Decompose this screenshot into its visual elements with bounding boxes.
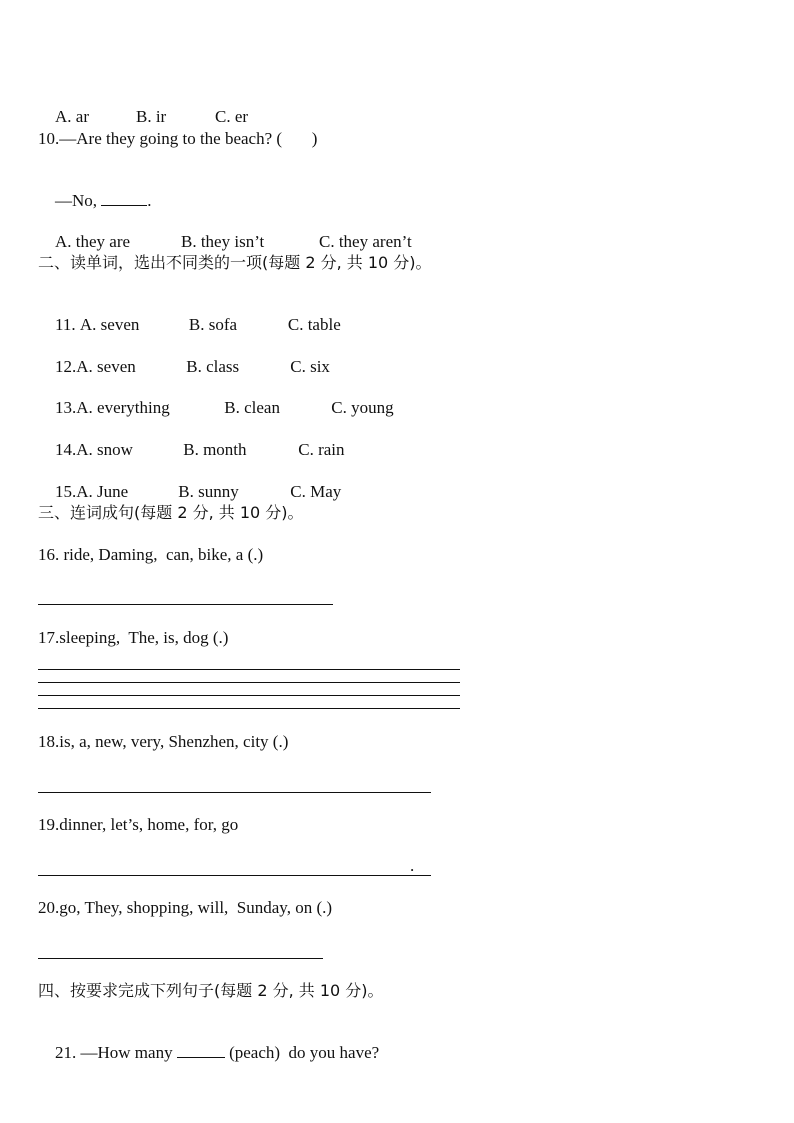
q17-answer-line-1[interactable]	[38, 669, 460, 670]
q15-option-a: A. June	[76, 482, 129, 501]
q20-answer-line[interactable]	[38, 958, 323, 959]
q20-prompt: 20.go, They, shopping, will, Sunday, on (.)	[38, 898, 333, 917]
q10-option-c: C. they aren’t	[319, 232, 412, 251]
q19-prompt: 19.dinner, let’s, home, for, go	[38, 815, 239, 834]
q15-option-b: B. sunny	[178, 482, 239, 501]
q15-number: 15.	[55, 482, 77, 501]
q15-option-c: C. May	[290, 482, 342, 501]
q17-answer-line-4[interactable]	[38, 708, 460, 709]
q13-option-a: A. everything	[76, 398, 170, 417]
q9-option-c: C. er	[215, 107, 249, 126]
q11-option-a: A. seven	[79, 315, 140, 334]
q10-answer-suffix: .	[147, 191, 152, 210]
q10-answer-blank[interactable]	[101, 191, 147, 206]
q11-number: 11.	[55, 315, 80, 334]
q14-option-c: C. rain	[298, 440, 345, 459]
q19-end-period: .	[410, 856, 415, 875]
q17-answer-line-3[interactable]	[38, 695, 460, 696]
q14-option-a: A. snow	[76, 440, 133, 459]
section-2-heading: 二、读单词，选出不同类的一项(每题 2 分, 共 10 分)。	[38, 253, 432, 272]
q16-answer-line[interactable]	[38, 604, 333, 605]
q12-option-c: C. six	[290, 357, 330, 376]
q9-option-b: B. ir	[136, 107, 167, 126]
section-4-heading: 四、按要求完成下列句子(每题 2 分, 共 10 分)。	[38, 981, 384, 1000]
q13-option-c: C. young	[331, 398, 394, 417]
q17-prompt: 17.sleeping, The, is, dog (.)	[38, 628, 229, 647]
q12-number: 12.	[55, 357, 77, 376]
q10-option-b: B. they isn’t	[181, 232, 265, 251]
q13-option-b: B. clean	[224, 398, 280, 417]
q18-answer-line[interactable]	[38, 792, 431, 793]
q9-option-a: A. ar	[55, 107, 89, 126]
section-3-heading: 三、连词成句(每题 2 分, 共 10 分)。	[38, 503, 304, 522]
q10-answer-prefix: —No,	[55, 191, 102, 210]
q21-suffix: (peach) do you have?	[224, 1043, 380, 1062]
q11-option-c: C. table	[287, 315, 341, 334]
q13-number: 13.	[55, 398, 77, 417]
q11-option-b: B. sofa	[188, 315, 238, 334]
q14-option-b: B. month	[183, 440, 247, 459]
q16-prompt: 16. ride, Daming, can, bike, a (.)	[38, 545, 264, 564]
q12-option-a: A. seven	[76, 357, 136, 376]
q21-blank[interactable]	[177, 1043, 225, 1058]
q10-question: 10.—Are they going to the beach? ( )	[38, 129, 318, 148]
q17-answer-line-2[interactable]	[38, 682, 460, 683]
q10-option-a: A. they are	[55, 232, 131, 251]
q19-answer-line[interactable]	[38, 875, 431, 876]
q21-row	[38, 1023, 379, 1083]
q14-number: 14.	[55, 440, 77, 459]
q12-option-b: B. class	[186, 357, 240, 376]
q18-prompt: 18.is, a, new, very, Shenzhen, city (.)	[38, 732, 289, 751]
q21-prefix: 21. —How many	[55, 1043, 177, 1062]
